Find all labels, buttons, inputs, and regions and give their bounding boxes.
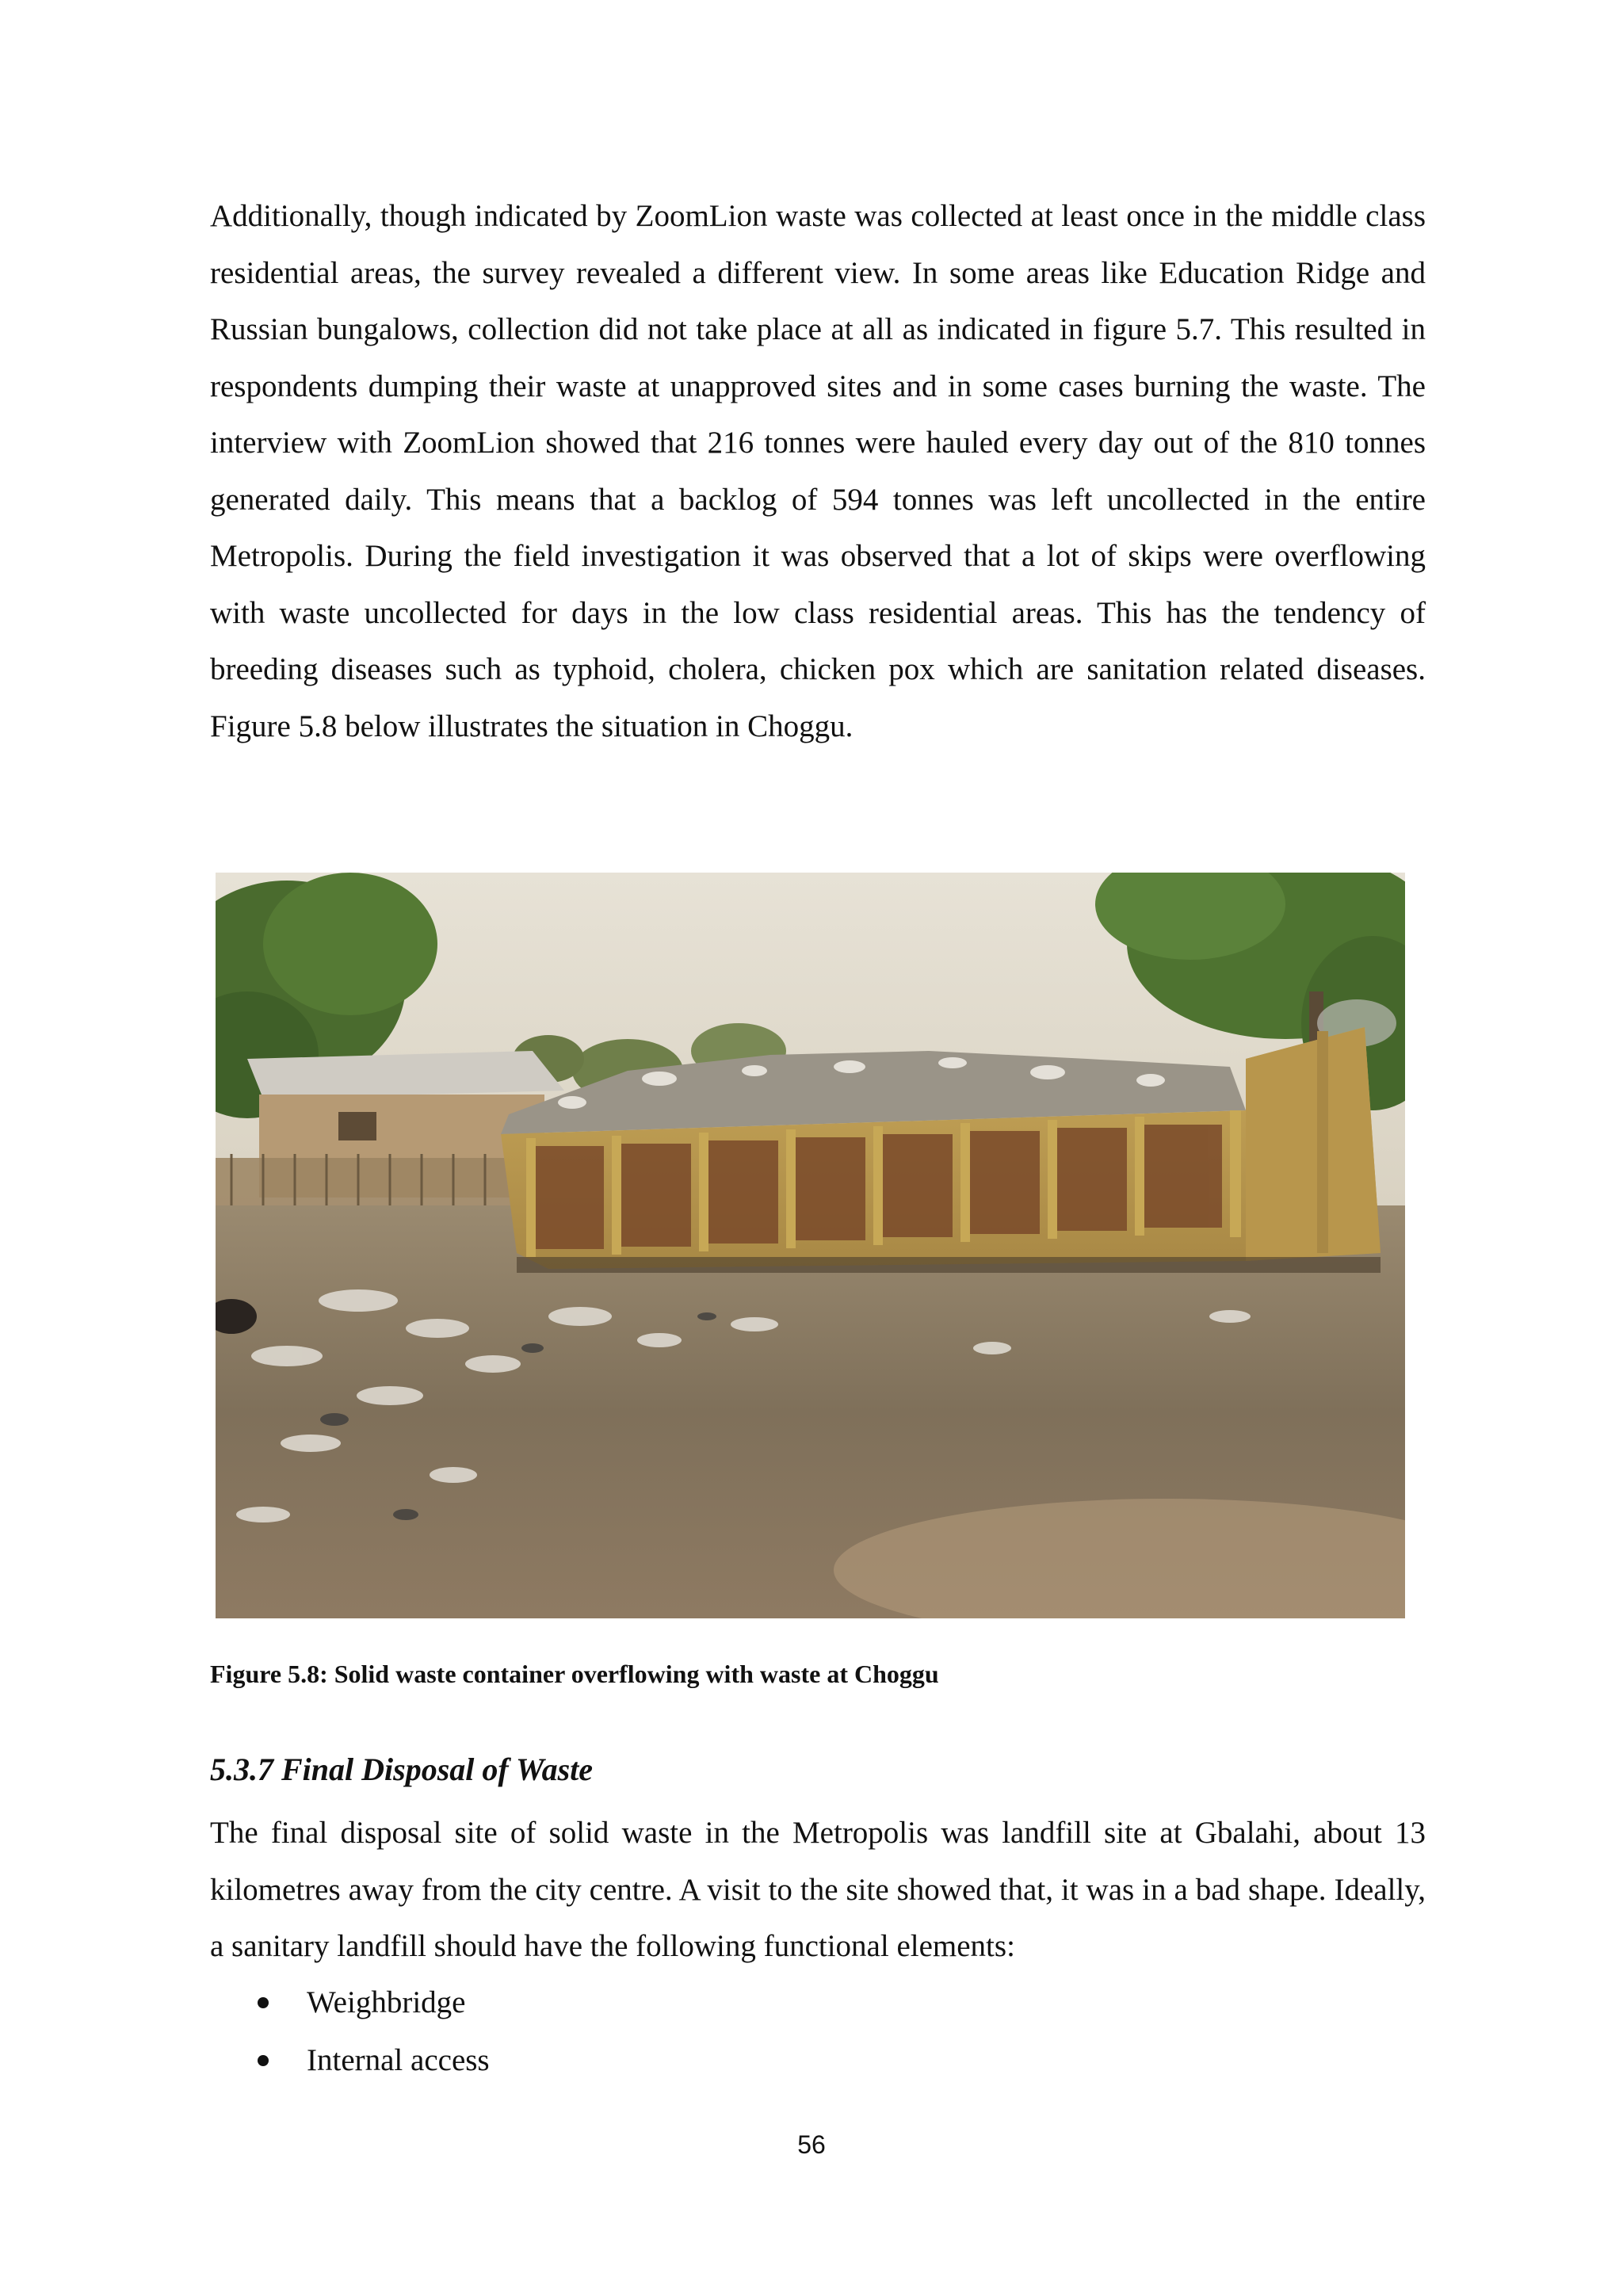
section-heading: 5.3.7 Final Disposal of Waste [210,1752,594,1787]
list-item-text: Weighbridge [307,1985,466,2019]
bullet-icon [258,1997,269,2008]
body-paragraph-1: Additionally, though indicated by ZoomLion waste was collected at least once in the middle class residential areas, the survey revealed a different view. In some areas like Education Ridge and Russian bungalows, collection did not take place at all as indicated in figure 5.7. This resulted in respondents dumping their waste at unapproved sites and in some cases burning the waste. The interview with ZoomLion showed that 216 tonnes were hauled every day out of the 810 tonnes generated daily. This means that a backlog of 594 tonnes was left uncollected in the entire Metropolis. During the field investigation it was observed that a lot of skips were overflowing with waste uncollected for days in the low class residential areas. This has the tendency of breeding diseases such as typhoid, cholera, chicken pox which are sanitation related diseases. Figure 5.8 below illustrates the situation in Choggu. [210,199,1426,743]
body-paragraph-2: The final disposal site of solid waste in the Metropolis was landfill site at Gbalahi, about 13 kilometres away from the city centre. A visit to the site showed that, it was in a bad shape. Ideally, a sanitary landfill should have the following functional elements: [210,1816,1426,1963]
page-number: 56 [797,2130,826,2159]
list-item [210,2031,490,2089]
figure-photo-waste-container [216,873,1405,1618]
functional-elements-list [210,1973,490,2089]
bullet-icon [258,2055,269,2066]
list-item [210,1973,490,2031]
list-item-text: Internal access [307,2043,490,2077]
waste-container-photo [216,873,1405,1618]
figure-caption: Figure 5.8: Solid waste container overflowing with waste at Choggu [210,1660,939,1688]
